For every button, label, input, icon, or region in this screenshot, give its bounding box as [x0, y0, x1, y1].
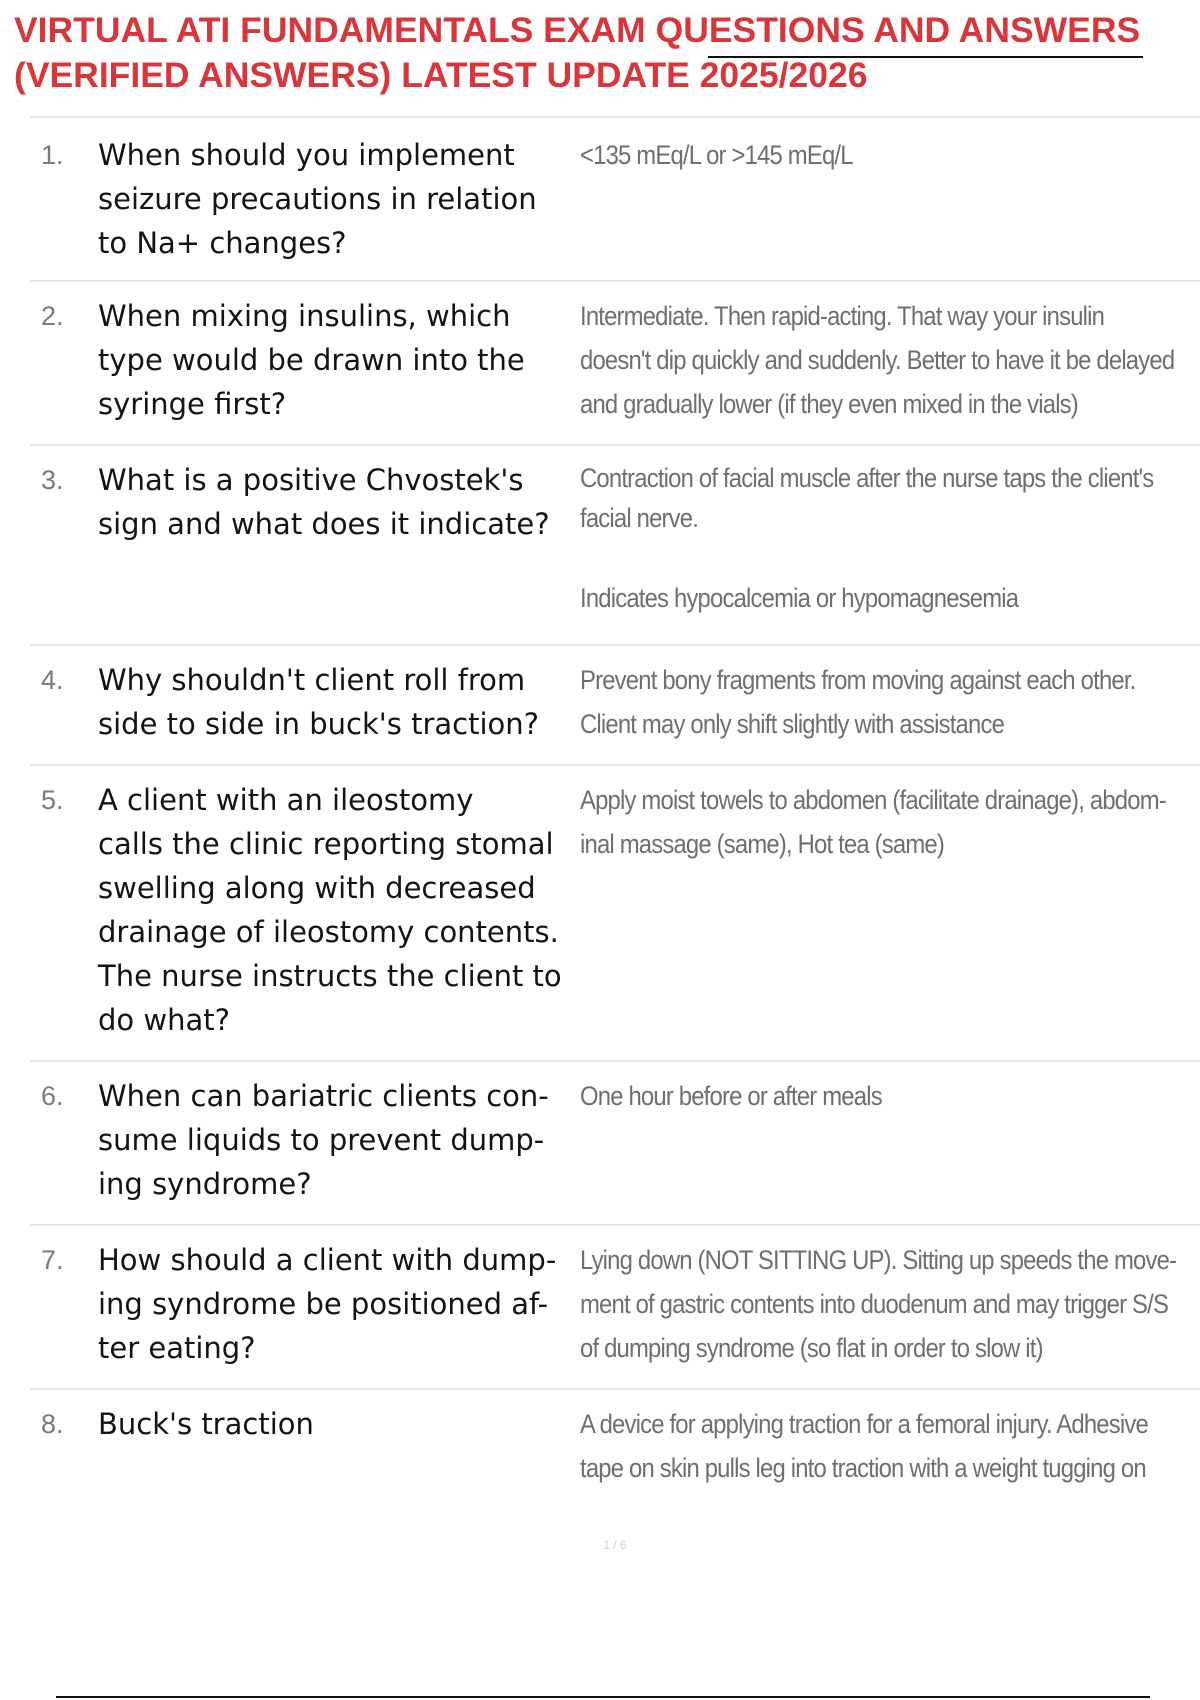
document-title-line-2: (VERIFIED ANSWERS) LATEST UPDATE 2025/2026	[14, 55, 868, 95]
qa-row-5	[30, 764, 1200, 1060]
answer-text: Lying down (NOT SITTING UP). Sitting up speeds the move- ment of gastric contents into duodenum and may trigger S/S of dumping syndrome (so flat in order to slow it)	[580, 1245, 1177, 1363]
question-number: 5.	[41, 785, 64, 815]
question-number: 7.	[41, 1245, 64, 1275]
question-text: Buck's traction	[98, 1407, 314, 1441]
answer-text: Contraction of facial muscle after the nurse taps the client's facial nerve. Indicates hypocalcemia or hypomagnesemia	[580, 463, 1154, 613]
answer-text: Intermediate. Then rapid-acting. That way your insulin doesn't dip quickly and suddenly. Better to have it be delayed and gradually lower (if they even mixed in the vials)	[580, 301, 1175, 419]
question-text: A client with an ileostomy calls the clinic reporting stomal swelling along with decreased drainage of ileostomy contents. The nurse instructs the client to do what?	[98, 783, 562, 1037]
question-number: 6.	[41, 1081, 64, 1111]
qa-row-7	[30, 1224, 1200, 1388]
qa-row-4	[30, 644, 1200, 764]
question-number: 1.	[41, 140, 64, 170]
page-number: 1 / 6	[603, 1538, 627, 1552]
question-number: 4.	[41, 665, 64, 695]
question-text: When can bariatric clients con- sume liquids to prevent dump- ing syndrome?	[98, 1079, 549, 1201]
qa-row-3	[30, 444, 1200, 644]
qa-table	[30, 116, 1200, 1508]
question-number: 3.	[41, 465, 64, 495]
question-text: How should a client with dump- ing syndrome be positioned af- ter eating?	[98, 1243, 557, 1365]
document-title-line-1: VIRTUAL ATI FUNDAMENTALS EXAM QUESTIONS AND ANSWERS	[14, 10, 1141, 50]
question-text: When mixing insulins, which type would be drawn into the syringe first?	[98, 299, 525, 421]
qa-row-6	[30, 1060, 1200, 1224]
qa-row-2	[30, 280, 1200, 444]
answer-text: <135 mEq/L or >145 mEq/L	[580, 140, 853, 170]
answer-text: Prevent bony fragments from moving against each other. Client may only shift slightly with assistance	[580, 665, 1136, 739]
question-number: 2.	[41, 301, 64, 331]
footer-rule	[56, 1696, 1150, 1698]
document-title	[14, 8, 1189, 98]
question-text: What is a positive Chvostek's sign and what does it indicate?	[98, 463, 550, 541]
answer-text: A device for applying traction for a femoral injury. Adhesive tape on skin pulls leg into traction with a weight tugging on	[580, 1409, 1148, 1483]
question-text: Why shouldn't client roll from side to side in buck's traction?	[98, 663, 540, 741]
answer-text: One hour before or after meals	[580, 1081, 882, 1111]
question-number: 8.	[41, 1409, 64, 1439]
qa-row-8	[30, 1388, 1200, 1508]
question-text: When should you implement seizure precautions in relation to Na+ changes?	[98, 138, 537, 260]
answer-text: Apply moist towels to abdomen (facilitate drainage), abdom- inal massage (same), Hot tea (same)	[580, 785, 1166, 859]
qa-row-1	[30, 116, 1200, 280]
